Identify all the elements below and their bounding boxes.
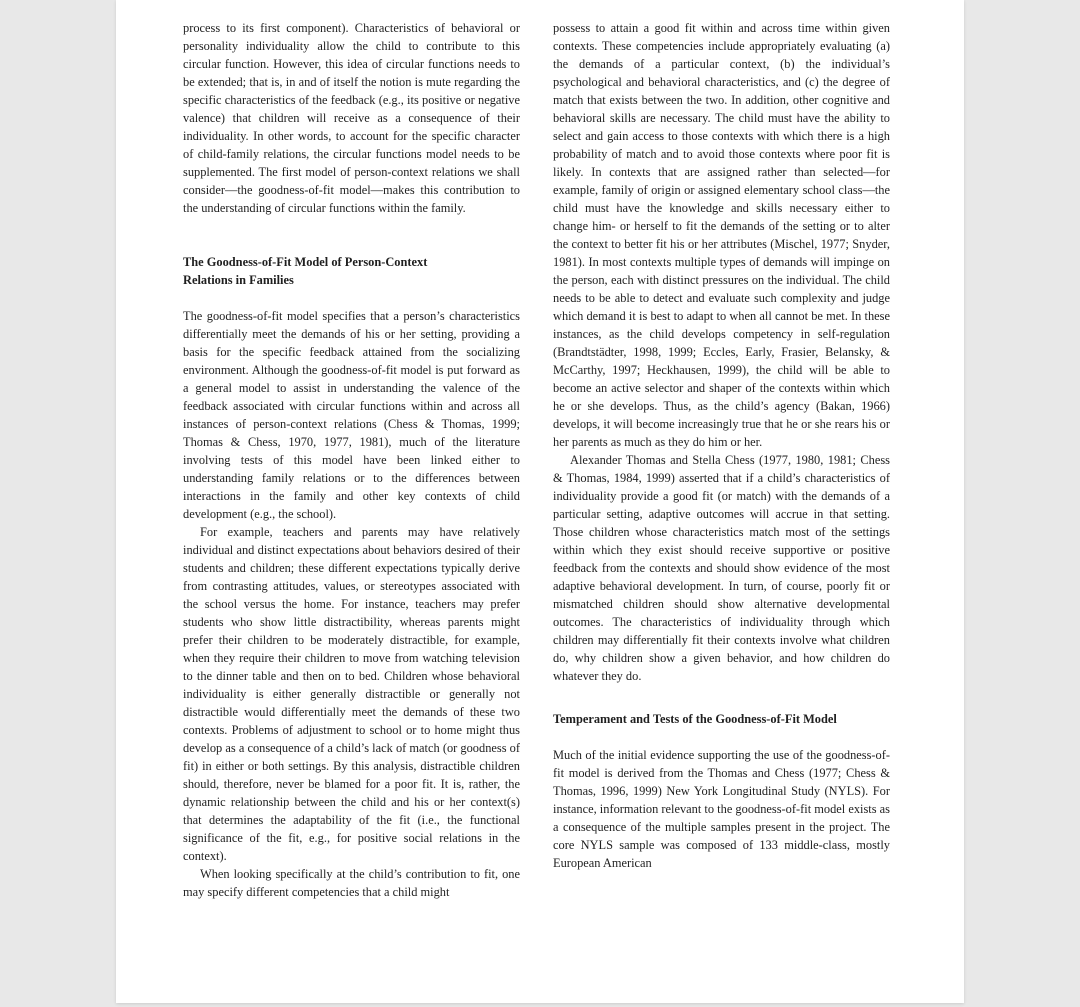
heading-line-2: Relations in Families bbox=[183, 273, 294, 287]
spacer bbox=[183, 217, 520, 253]
heading-line-1: The Goodness-of-Fit Model of Person-Context bbox=[183, 255, 428, 269]
paragraph-thomas-chess: Alexander Thomas and Stella Chess (1977, 1980, 1981; Chess & Thomas, 1984, 1999) asserted that if a child’s characteristics of individuality provide a good fit (or match) with the demands of a particular setting, adaptive outcomes will accrue in that setting. Those children whose characteristics match most of the settings within which they exist should receive supportive or positive feedback from the contexts and should show evidence of the most adaptive behavioral development. In turn, of course, poorly fit or mismatched children should show alternative developmental outcomes. The characteristics of individuality through which children may differentially fit their contexts involve what children do, why children show a given behavior, and how children do whatever they do. bbox=[553, 453, 890, 683]
spacer bbox=[183, 289, 520, 307]
left-column bbox=[183, 19, 520, 901]
paragraph-competencies: possess to attain a good fit within and across time within given contexts. These competencies include appropriately evaluating (a) the demands of a particular context, (b) the individual’s psychological and behavioral characteristics, and (c) the degree of match that exists between the two. In addition, other cognitive and behavioral skills are necessary. The child must have the ability to select and gain access to those contexts with which there is a high probability of match and to avoid those contexts where poor fit is likely. In contexts that are assigned rather than selected—for example, family of origin or assigned elementary school class—the child must have the knowledge and skills necessary either to change him- or herself to fit the demands of the setting or to alter the context to better fit his or her attributes (Mischel, 1977; Snyder, 1981). In most contexts multiple types of demands will impinge on the person, each with distinct pressures on the individual. The child needs to be able to detect and evaluate such complexity and judge which demand it is best to adapt to when all cannot be met. In these instances, as the child develops competency in self-regulation (Brandtstädter, 1998, 1999; Eccles, Early, Frasier, Belansky, & McCarthy, 1997; Heckhausen, 1999), the child will be able to become an active selector and shaper of the contexts within which he or she develops. Thus, as the child’s agency (Bakan, 1966) develops, it will become increasingly true that he or she rears his or her parents as much as they do him or her. bbox=[553, 21, 890, 449]
section-heading-goodness-of-fit bbox=[183, 253, 520, 289]
right-column bbox=[553, 19, 890, 872]
spacer bbox=[553, 728, 890, 746]
paragraph-goodness-of-fit: The goodness-of-fit model specifies that a person’s characteristics differentially meet the demands of his or her setting, providing a basis for the specific feedback attained from the socializing environment. Although the goodness-of-fit model is put forward as a general model to assist in understanding the valence of the feedback associated with circular functions within and across all instances of person-context relations (Chess & Thomas, 1999; Thomas & Chess, 1970, 1977, 1981), much of the literature involving tests of this model have been linked either to understanding family relations or to the differences between interactions in the family and other key contexts of child development (e.g., the school). bbox=[183, 309, 520, 521]
spacer bbox=[553, 685, 890, 710]
paragraph-when-looking: When looking specifically at the child’s contribution to fit, one may specify different competencies that a child might bbox=[183, 867, 520, 899]
paragraph-initial-evidence: Much of the initial evidence supporting the use of the goodness-of-fit model is derived from the Thomas and Chess (1977; Chess & Thomas, 1996, 1999) New York Longitudinal Study (NYLS). For instance, information relevant to the goodness-of-fit model exists as a consequence of the multiple samples present in the project. The core NYLS sample was composed of 133 middle-class, mostly European American bbox=[553, 748, 890, 870]
paragraph-circular-functions: process to its first component). Characteristics of behavioral or personality individuality allow the child to contribute to this circular function. However, this idea of circular functions needs to be extended; that is, in and of itself the notion is mute regarding the specific characteristics of the feedback (e.g., its positive or negative valence) that children will receive as a consequence of their individuality. In other words, to account for the specific character of child-family relations, the circular functions model needs to be supplemented. The first model of person-context relations we shall consider—the goodness-of-fit model—makes this contribution to the understanding of circular functions within the family. bbox=[183, 21, 520, 215]
section-heading-temperament: Temperament and Tests of the Goodness-of-Fit Model bbox=[553, 712, 837, 726]
document-page bbox=[116, 0, 964, 1003]
paragraph-example: For example, teachers and parents may have relatively individual and distinct expectations about behaviors desired of their students and children; these different expectations typically derive from contrasting attitudes, values, or stereotypes associated with the school versus the home. For instance, teachers may prefer students who show little distractibility, whereas parents might prefer their children to be moderately distractible, for example, when they require their children to move from watching television to the dinner table and then on to bed. Children whose behavioral individuality is either generally distractible or generally not distractible would differentially meet the demands of these two contexts. Problems of adjustment to school or to home might thus develop as a consequence of a child’s lack of match (or goodness of fit) in either or both settings. By this analysis, distractible children should, therefore, never be blamed for a poor fit. It is, rather, the dynamic relationship between the child and his or her context(s) that determines the adaptability of the fit (i.e., the functional significance of the fit, e.g., for positive social relations in the context). bbox=[183, 525, 520, 863]
